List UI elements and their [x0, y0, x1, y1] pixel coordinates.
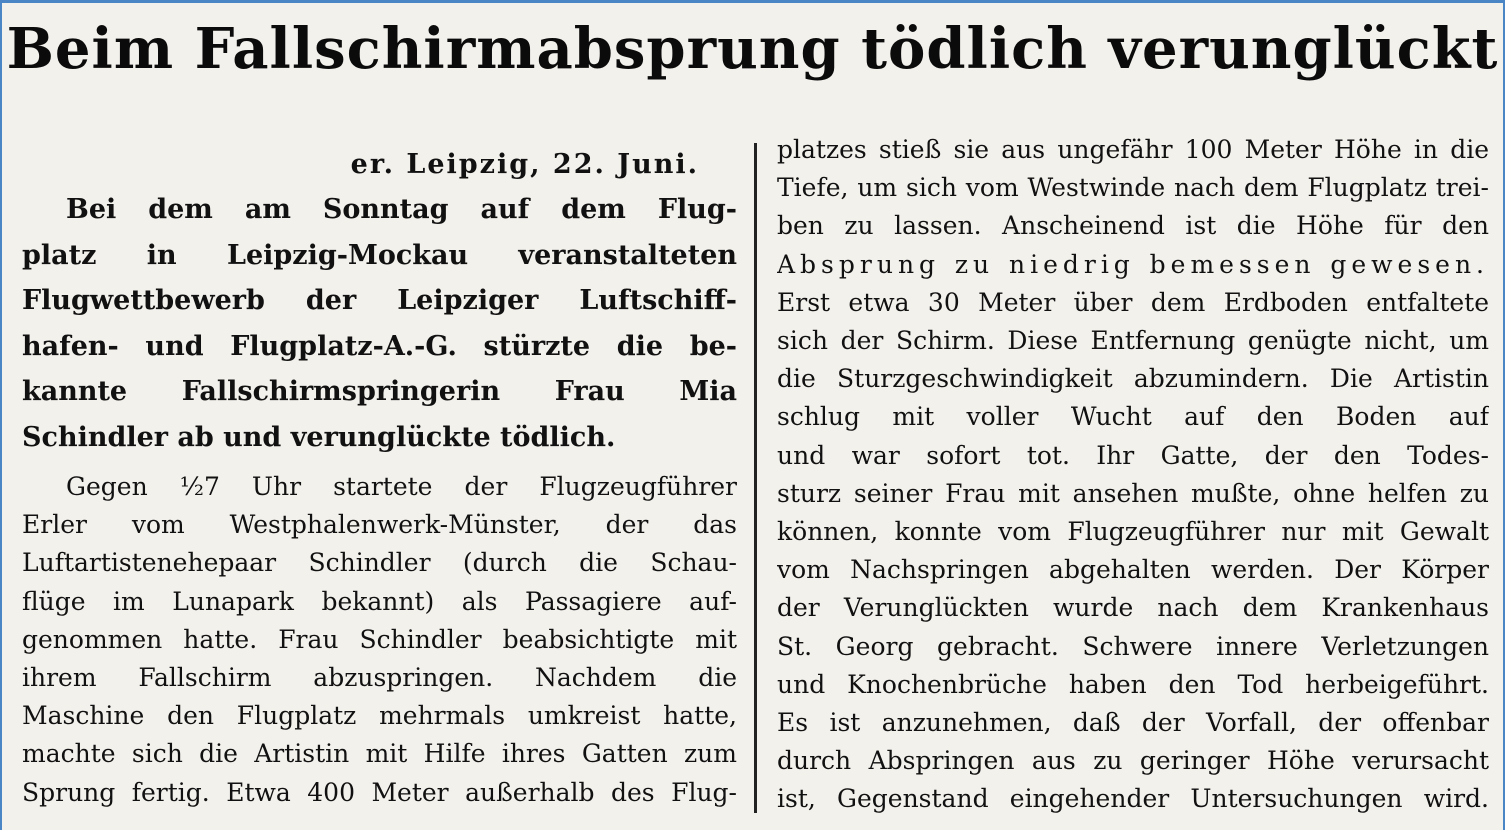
body-line: Sprung fertig. Etwa 400 Meter außerhalb des Flug-	[22, 777, 737, 807]
lead-line: Flugwettbewerb der Leipziger Luftschiff-	[22, 285, 737, 316]
body-line: sich der Schirm. Diese Entfernung genügte nicht, um	[777, 326, 1489, 356]
body-line: Gegen ½7 Uhr startete der Flugzeugführer	[66, 472, 737, 501]
left-body-paragraph	[22, 468, 737, 812]
body-line: die Sturzgeschwindigkeit abzumindern. Die Artistin	[777, 364, 1489, 394]
dateline: er. Leipzig, 22. Juni.	[350, 149, 699, 180]
body-line: machte sich die Artistin mit Hilfe ihres Gatten zum	[22, 739, 737, 769]
lead-line: hafen- und Flugplatz-A.-G. stürzte die be-	[22, 330, 737, 362]
lead-line: Schindler ab und verunglückte tödlich.	[22, 421, 616, 453]
body-line: Erst etwa 30 Meter über dem Erdboden entfaltete	[777, 287, 1489, 317]
lead-paragraph	[22, 187, 737, 460]
left-column	[22, 143, 737, 812]
headline: Beim Fallschirmabsprung tödlich verunglückt	[6, 16, 1499, 82]
body-line: können, konnte vom Flugzeugführer nur mit Gewalt	[777, 517, 1489, 547]
body-line: durch Abspringen aus zu geringer Höhe verursacht	[777, 746, 1489, 776]
body-line: St. Georg gebracht. Schwere innere Verletzungen	[777, 631, 1489, 661]
right-column	[777, 131, 1489, 819]
body-line: genommen hatte. Frau Schindler beabsichtigte mit	[22, 624, 737, 654]
body-line: Luftartistenehepaar Schindler (durch die Schau-	[22, 548, 737, 578]
column-divider	[754, 143, 757, 813]
body-line: ihrem Fallschirm abzuspringen. Nachdem die	[22, 663, 737, 693]
body-line: Maschine den Flugplatz mehrmals umkreist hatte,	[22, 701, 737, 731]
lead-line: platz in Leipzig-Mockau veranstalteten	[22, 239, 737, 271]
body-line: der Verunglückten wurde nach dem Krankenhaus	[777, 593, 1489, 623]
body-line: Absprung zu niedrig bemessen gewesen.	[777, 249, 1489, 279]
body-line: Es ist anzunehmen, daß der Vorfall, der offenbar	[777, 708, 1489, 738]
body-line: und Knochenbrüche haben den Tod herbeigeführt.	[777, 669, 1489, 699]
body-line: ist, Gegenstand eingehender Untersuchungen wird.	[777, 784, 1489, 814]
body-line: flüge im Lunapark bekannt) als Passagiere auf-	[22, 586, 737, 616]
body-line: sturz seiner Frau mit ansehen mußte, ohne helfen zu	[777, 478, 1489, 508]
body-line: ben zu lassen. Anscheinend ist die Höhe für den	[777, 211, 1489, 241]
lead-line: kannte Fallschirmspringerin Frau Mia	[22, 376, 737, 407]
body-line: platzes stieß sie aus ungefähr 100 Meter Höhe in die	[777, 135, 1489, 164]
body-line: Tiefe, um sich vom Westwinde nach dem Flugplatz trei-	[777, 173, 1489, 203]
body-line: vom Nachspringen abgehalten werden. Der Körper	[777, 555, 1489, 585]
body-line: und war sofort tot. Ihr Gatte, der den Todes-	[777, 440, 1489, 470]
body-line: Erler vom Westphalenwerk-Münster, der das	[22, 510, 737, 540]
body-line: schlug mit voller Wucht auf den Boden auf	[777, 402, 1489, 432]
lead-line: Bei dem am Sonntag auf dem Flug-	[66, 194, 737, 225]
